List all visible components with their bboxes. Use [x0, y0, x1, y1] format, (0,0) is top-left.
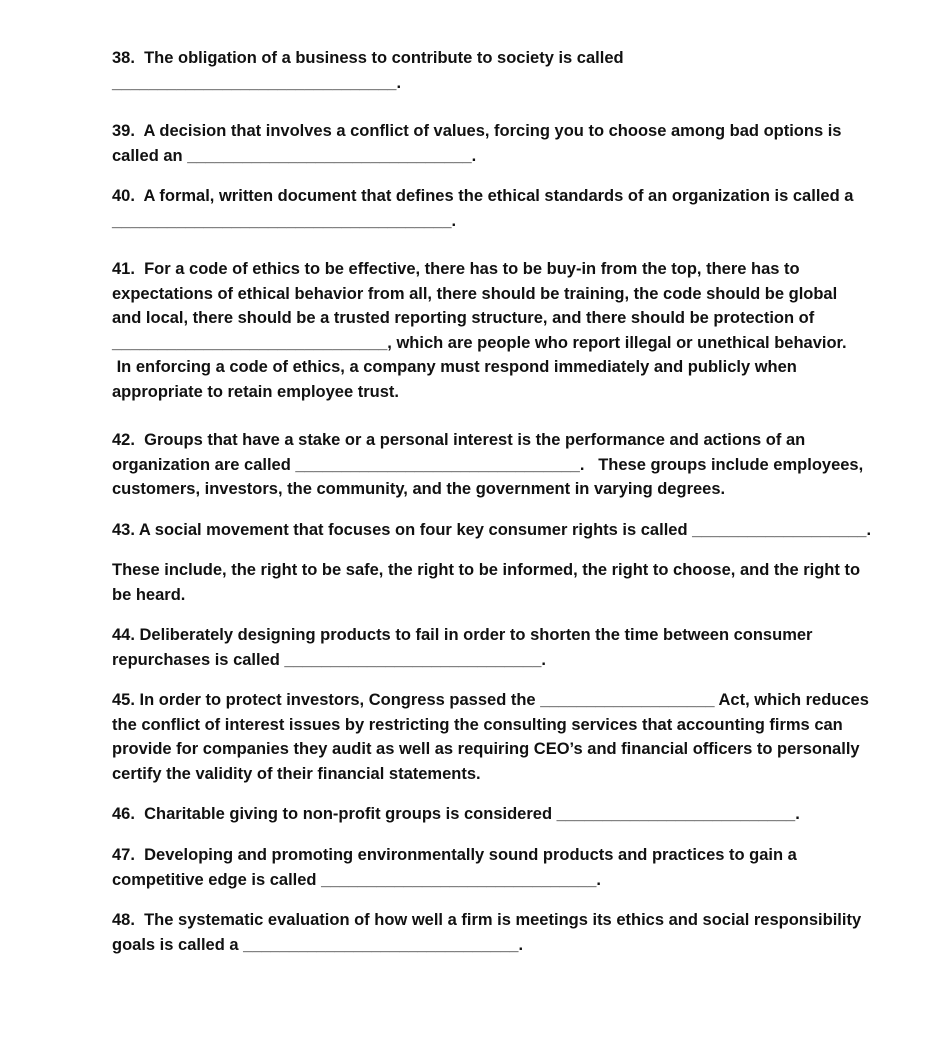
- question-39: [112, 119, 912, 168]
- question-43-cont-line-2: be heard.: [112, 585, 186, 604]
- question-42-line-2: organization are called _______________________________. These groups include employees,: [112, 455, 864, 474]
- question-41: [112, 257, 912, 404]
- question-41-line-4: ______________________________, which are people who report illegal or unethical behavior.: [112, 333, 847, 352]
- question-45-line-4: certify the validity of their financial statements.: [112, 764, 481, 783]
- question-41-line-6: appropriate to retain employee trust.: [112, 382, 399, 401]
- question-42: [112, 428, 912, 502]
- question-39-line-1: 39. A decision that involves a conflict of values, forcing you to choose among bad options is: [112, 122, 842, 140]
- question-44-line-1: 44. Deliberately designing products to fail in order to shorten the time between consumer: [112, 626, 813, 644]
- question-45-line-2: the conflict of interest issues by restricting the consulting services that accounting firms can: [112, 715, 843, 734]
- question-45: [112, 688, 912, 786]
- question-38-answer-blank: _______________________________.: [112, 73, 402, 92]
- question-44: [112, 623, 912, 672]
- question-47-line-2: competitive edge is called ______________________________.: [112, 870, 601, 889]
- question-42-line-3: customers, investors, the community, and the government in varying degrees.: [112, 480, 726, 498]
- question-41-line-3: and local, there should be a trusted reporting structure, and there should be protection of: [112, 309, 815, 327]
- question-46-line-1: 46. Charitable giving to non-profit groups is considered __________________________.: [112, 805, 800, 823]
- question-47-line-1: 47. Developing and promoting environmentally sound products and practices to gain a: [112, 846, 797, 864]
- question-43-continuation: [112, 558, 912, 607]
- question-44-line-2: repurchases is called ____________________________.: [112, 650, 546, 669]
- question-40: [112, 184, 912, 233]
- question-43: [112, 518, 912, 543]
- question-41-line-5: In enforcing a code of ethics, a company must respond immediately and publicly when: [112, 358, 797, 376]
- question-48-line-2: goals is called a ______________________________.: [112, 935, 524, 954]
- question-41-line-2: expectations of ethical behavior from all, there should be training, the code should be global: [112, 284, 838, 303]
- question-45-line-3: provide for companies they audit as well as requiring CEO’s and financial officers to personally: [112, 740, 860, 758]
- question-38-line-1: 38. The obligation of a business to contribute to society is called: [112, 49, 624, 67]
- question-38: [112, 46, 912, 95]
- question-45-line-1: 45. In order to protect investors, Congress passed the ___________________ Act, which reduces: [112, 691, 869, 709]
- question-40-line-1: 40. A formal, written document that defines the ethical standards of an organization is called a: [112, 187, 854, 205]
- question-39-line-2: called an _______________________________.: [112, 146, 477, 165]
- question-43-line-1: 43. A social movement that focuses on four key consumer rights is called ___________________.: [112, 521, 872, 539]
- question-48-line-1: 48. The systematic evaluation of how well a firm is meetings its ethics and social responsibility: [112, 911, 862, 929]
- question-43-cont-line-1: These include, the right to be safe, the right to be informed, the right to choose, and the right to: [112, 561, 861, 579]
- question-40-answer-blank: _____________________________________.: [112, 211, 457, 230]
- question-47: [112, 843, 912, 892]
- question-42-line-1: 42. Groups that have a stake or a personal interest is the performance and actions of an: [112, 431, 806, 449]
- question-41-line-1: 41. For a code of ethics to be effective, there has to be buy-in from the top, there has to: [112, 260, 800, 278]
- question-46: [112, 802, 912, 827]
- question-48: [112, 908, 912, 957]
